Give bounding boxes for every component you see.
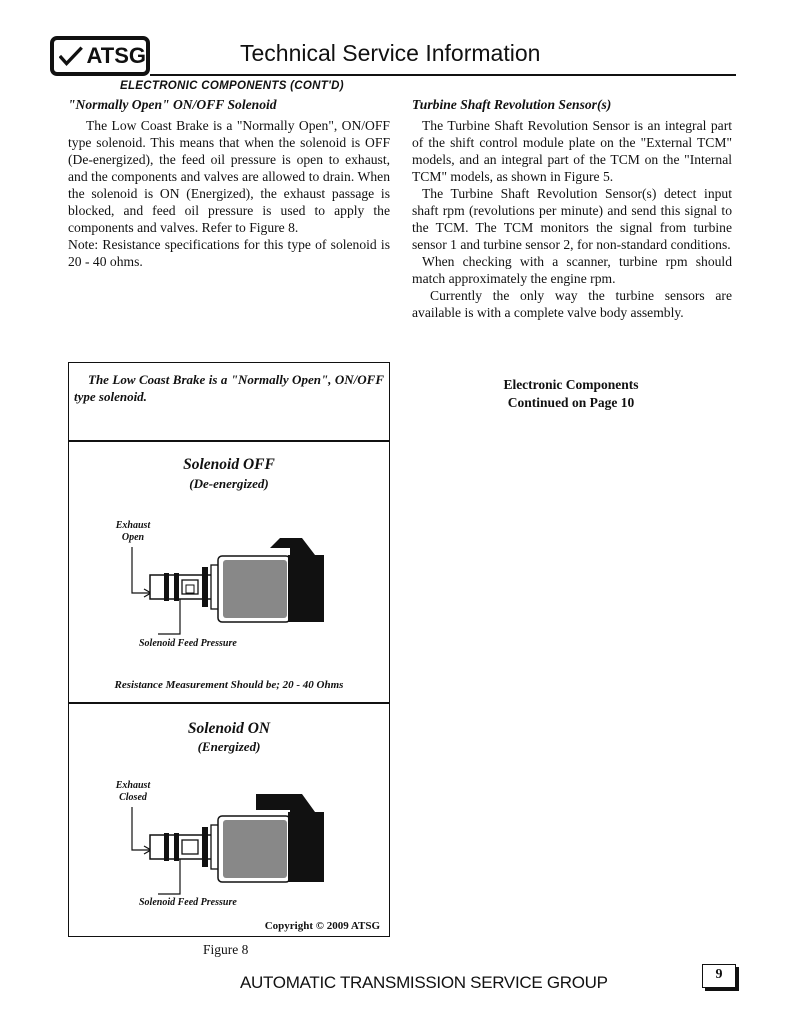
- resistance-note: Note: Resistance specifications for this type of solenoid is 20 - 40 ohms.: [68, 237, 390, 269]
- figure-caption: The Low Coast Brake is a "Normally Open", ON/OFF type solenoid.: [74, 372, 384, 404]
- atsg-logo: [50, 36, 150, 76]
- figure-label: Figure 8: [203, 942, 249, 957]
- turbine-paragraph-2: The Turbine Shaft Revolution Sensor(s) detect input shaft rpm (revolutions per minute) and send this signal to the TCM. The TCM monitors the signal from turbine sensor 1 and turbine sensor 2, for non-standard conditions.: [412, 186, 732, 252]
- footer-text: AUTOMATIC TRANSMISSION SERVICE GROUP: [240, 973, 608, 992]
- figure-divider-top: [68, 440, 390, 442]
- checkmark-icon: [59, 44, 83, 68]
- continued-line-2: Continued on Page 10: [507, 395, 635, 410]
- exhaust-closed-line-2: Closed: [119, 792, 147, 803]
- on-feed-pressure-label: Solenoid Feed Pressure: [139, 897, 237, 908]
- copyright: Copyright © 2009 ATSG: [264, 920, 380, 932]
- solenoid-on-subtitle: (Energized): [197, 739, 261, 754]
- turbine-paragraph-1: The Turbine Shaft Revolution Sensor is an integral part of the shift control module plate on the "External TCM" models, and an integral part of the TCM on the "Internal TCM" models, as shown in Figure 5.: [412, 118, 732, 184]
- solenoid-on-diagram: [120, 790, 330, 906]
- exhaust-open-line-2: Open: [121, 532, 145, 543]
- turbine-heading: Turbine Shaft Revolution Sensor(s): [412, 97, 612, 112]
- continued-line-1: Electronic Components: [503, 377, 639, 392]
- solenoid-off-title: Solenoid OFF: [183, 456, 275, 473]
- continued-note: [460, 376, 682, 412]
- page-title: Technical Service Information: [240, 40, 541, 66]
- solenoid-heading: "Normally Open" ON/OFF Solenoid: [68, 97, 277, 112]
- solenoid-off-subtitle: (De-energized): [189, 476, 269, 491]
- solenoid-off-diagram: [120, 530, 330, 646]
- solenoid-on-title: Solenoid ON: [187, 720, 271, 737]
- header-divider: [150, 74, 736, 76]
- turbine-paragraph-3: When checking with a scanner, turbine rpm should match approximately the engine rpm.: [412, 254, 732, 286]
- left-column: [68, 96, 390, 270]
- exhaust-open-line-1: Exhaust: [115, 520, 151, 531]
- solenoid-paragraph: The Low Coast Brake is a "Normally Open", ON/OFF type solenoid. This means that when the solenoid is OFF (De-energized), the feed oil pressure is open to exhaust, and the components and valves are allowed to drain. When the solenoid is ON (Energized), the exhaust passage is blocked, and feed oil pressure is used to apply the components and valves. Refer to Figure 8.: [68, 118, 390, 235]
- exhaust-closed-line-1: Exhaust: [115, 780, 151, 791]
- resistance-measurement: Resistance Measurement Should be; 20 - 40 Ohms: [114, 679, 344, 691]
- turbine-paragraph-4: Currently the only way the turbine sensors are available is with a complete valve body assembly.: [412, 288, 732, 320]
- page-number: 9: [702, 964, 736, 988]
- right-column: [412, 96, 732, 321]
- off-feed-pressure-label: Solenoid Feed Pressure: [139, 638, 237, 649]
- logo-text: ATSG: [86, 43, 146, 68]
- section-label: ELECTRONIC COMPONENTS (CONT'D): [120, 80, 344, 92]
- figure-divider-middle: [68, 702, 390, 704]
